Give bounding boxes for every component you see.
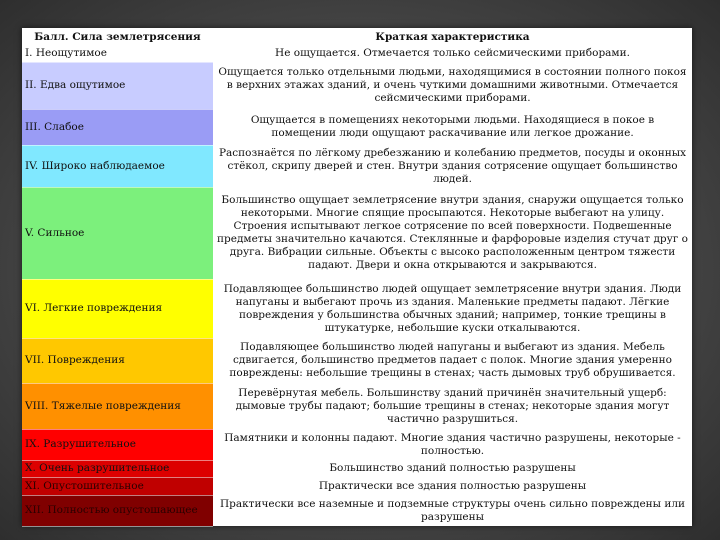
- intensity-cell: IV. Широко наблюдаемое: [22, 145, 213, 187]
- intensity-cell: XII. Полностью опустошающее: [22, 495, 213, 526]
- intensity-cell: IX. Разрушительное: [22, 429, 213, 460]
- description-cell: Ощущается в помещениях некоторыми людьми. Находящиеся в покое в помещении люди ощущают раскачивание или легкое дрожание.: [213, 109, 692, 145]
- intensity-cell: VII. Повреждения: [22, 338, 213, 383]
- table-body: [22, 45, 692, 526]
- table-row: [22, 45, 692, 62]
- table-row: [22, 279, 692, 338]
- description-cell: Распознаётся по лёгкому дребезжанию и колебанию предметов, посуды и оконных стёкол, скрипу дверей и стен. Внутри здания сотрясение ощущает большинство людей.: [213, 145, 692, 187]
- earthquake-scale-table: [22, 28, 692, 527]
- intensity-cell: III. Слабое: [22, 109, 213, 145]
- table-row: [22, 187, 692, 279]
- description-cell: Практически все здания полностью разрушены: [213, 477, 692, 495]
- scale-table-sheet: [22, 28, 692, 526]
- table-row: [22, 145, 692, 187]
- description-cell: Большинство ощущает землетрясение внутри здания, снаружи ощущается только некоторыми. Многие спящие просыпаются. Некоторые выбегают на улицу. Строения испытывают легкое сотрясение по всей поверхности. Подвешенные предметы значительно качаются. Стеклянные и фарфоровые изделия стучат друг о друга. Вибрации сильные. Объекты с высоко расположенным центром тяжести падают. Двери и окна открываются и закрываются.: [213, 187, 692, 279]
- table-row: [22, 338, 692, 383]
- table-row: [22, 62, 692, 109]
- intensity-cell: I. Неощутимое: [22, 45, 213, 62]
- description-cell: Перевёрнутая мебель. Большинству зданий причинён значительный ущерб: дымовые трубы падают; большие трещины в стенах; некоторые здания могут частично разрушиться.: [213, 383, 692, 429]
- intensity-cell: XI. Опустошительное: [22, 477, 213, 495]
- table-row: [22, 429, 692, 460]
- description-cell: Подавляющее большинство людей напуганы и выбегают из здания. Мебель сдвигается, большинство предметов падает с полок. Многие здания умеренно повреждены: небольшие трещины в стенах; часть дымовых труб обрушивается.: [213, 338, 692, 383]
- description-cell: Не ощущается. Отмечается только сейсмическими приборами.: [213, 45, 692, 62]
- header-description: Краткая характеристика: [213, 28, 692, 45]
- header-intensity: Балл. Сила землетрясения: [22, 28, 213, 45]
- description-cell: Ощущается только отдельными людьми, находящимися в состоянии полного покоя в верхних этажах зданий, и очень чуткими домашними животными. Отмечается сейсмическими приборами.: [213, 62, 692, 109]
- description-cell: Подавляющее большинство людей ощущает землетрясение внутри здания. Люди напуганы и выбегают прочь из здания. Маленькие предметы падают. Лёгкие повреждения у большинства обычных зданий; например, тонкие трещины в штукатурке, небольшие куски откалываются.: [213, 279, 692, 338]
- table-header-row: [22, 28, 692, 45]
- description-cell: Большинство зданий полностью разрушены: [213, 460, 692, 477]
- description-cell: Практически все наземные и подземные структуры очень сильно повреждены или разрушены: [213, 495, 692, 526]
- intensity-cell: II. Едва ощутимое: [22, 62, 213, 109]
- intensity-cell: V. Сильное: [22, 187, 213, 279]
- table-row: [22, 477, 692, 495]
- intensity-cell: VIII. Тяжелые повреждения: [22, 383, 213, 429]
- table-row: [22, 460, 692, 477]
- table-row: [22, 109, 692, 145]
- table-row: [22, 495, 692, 526]
- description-cell: Памятники и колонны падают. Многие здания частично разрушены, некоторые - полностью.: [213, 429, 692, 460]
- intensity-cell: X. Очень разрушительное: [22, 460, 213, 477]
- table-row: [22, 383, 692, 429]
- intensity-cell: VI. Легкие повреждения: [22, 279, 213, 338]
